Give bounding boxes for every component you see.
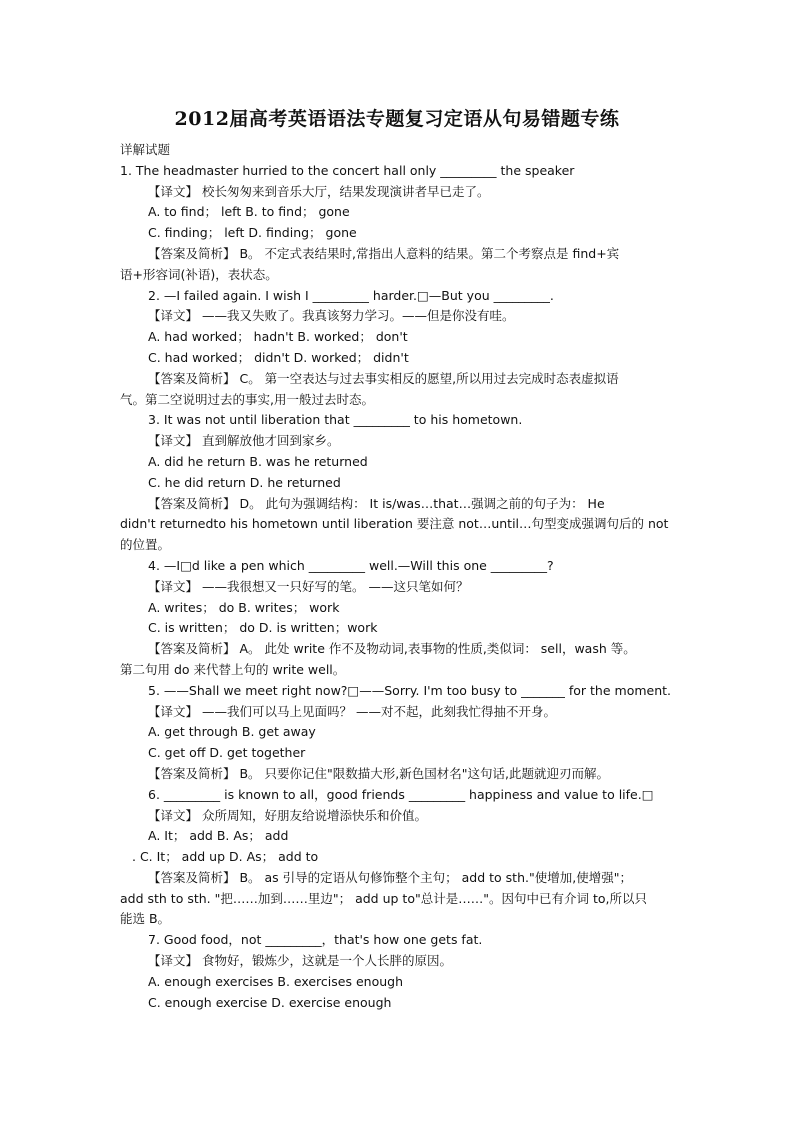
question-6-answer-cont-2: 能选 B。: [120, 911, 171, 927]
document-body: [120, 140, 686, 1013]
question-4-stem: 4. —I□d like a pen which _________ well.—Will this one _________?: [148, 557, 554, 573]
question-4-options-cd: C. is written； do D. is written；work: [148, 620, 378, 636]
question-1-translation: 【译文】 校长匆匆来到音乐大厅，结果发现演讲者早已走了。: [148, 183, 490, 199]
question-6-translation: 【译文】 众所周知，好朋友给说增添快乐和价值。: [148, 807, 427, 823]
question-7-options-cd: C. enough exercise D. exercise enough: [148, 994, 392, 1010]
question-3-translation: 【译文】 直到解放他才回到家乡。: [148, 433, 340, 449]
question-3-options-ab: A. did he return B. was he returned: [148, 453, 368, 469]
question-1-answer: 【答案及简析】 B。 不定式表结果时,常指出人意料的结果。第二个考察点是 find+宾: [148, 245, 620, 261]
question-1-options-ab: A. to find； left B. to find； gone: [148, 204, 350, 220]
question-3-options-cd: C. he did return D. he returned: [148, 474, 341, 490]
question-1-answer-cont: 语+形容词(补语)，表状态。: [120, 266, 278, 282]
question-2-answer-cont: 气。第二空说明过去的事实,用一般过去时态。: [120, 391, 374, 407]
question-4-answer: 【答案及简析】 A。 此处 write 作不及物动词,表事物的性质,类似词： sell，wash 等。: [148, 641, 636, 657]
question-1-options-cd: C. finding； left D. finding； gone: [148, 225, 357, 241]
question-4-translation: 【译文】 ——我很想又一只好写的笔。 ——这只笔如何？: [148, 578, 469, 594]
question-7-options-ab: A. enough exercises B. exercises enough: [148, 973, 403, 989]
question-5-options-cd: C. get off D. get together: [148, 745, 306, 761]
question-3-answer-cont: didn't returnedto his hometown until liberation 要注意 not…until…句型变成强调句后的 not: [120, 516, 669, 532]
question-4-answer-cont: 第二句用 do 来代替上句的 write well。: [120, 661, 346, 677]
question-3-stem: 3. It was not until liberation that _________ to his hometown.: [148, 412, 523, 428]
question-6-answer-cont: add sth to sth. "把……加到……里边"； add up to"总计是……"。因句中已有介词 to,所以只: [120, 890, 647, 906]
question-6-options-ab: A. It； add B. As； add: [148, 828, 289, 844]
question-5-translation: 【译文】 ——我们可以马上见面吗？ ——对不起，此刻我忙得抽不开身。: [148, 703, 556, 719]
question-6-stem: 6. _________ is known to all，good friends _________ happiness and value to life.□: [148, 786, 654, 802]
question-3-answer-cont-2: 的位置。: [120, 537, 171, 553]
question-2-translation: 【译文】 ——我又失败了。我真该努力学习。——但是你没有哇。: [148, 308, 515, 324]
question-2-stem: 2. —I failed again. I wish I _________ harder.□—But you _________.: [148, 287, 554, 303]
question-2-options-ab: A. had worked； hadn't B. worked； don't: [148, 329, 408, 345]
question-2-answer: 【答案及简析】 C。 第一空表达与过去事实相反的愿望,所以用过去完成时态表虚拟语: [148, 370, 619, 386]
question-6-options-cd: . C. It； add up D. As； add to: [132, 849, 319, 865]
question-6-answer: 【答案及简析】 B。 as 引导的定语从句修饰整个主句； add to sth."使增加,使增强"；: [148, 869, 632, 885]
question-5-options-ab: A. get through B. get away: [148, 724, 316, 740]
question-5-stem: 5. ——Shall we meet right now?□——Sorry. I'm too busy to _______ for the moment.: [148, 682, 672, 698]
question-5-answer: 【答案及简析】 B。 只要你记住"限数描大形,新色国材名"这句话,此题就迎刃而解。: [148, 765, 609, 781]
question-4-options-ab: A. writes； do B. writes； work: [148, 599, 340, 615]
document-title: 2012届高考英语语法专题复习定语从句易错题专练: [174, 108, 620, 130]
question-2-options-cd: C. had worked； didn't D. worked； didn't: [148, 349, 409, 365]
question-7-stem: 7. Good food，not _________，that's how one gets fat.: [148, 932, 483, 948]
section-heading: 详解试题: [120, 142, 171, 157]
question-1-stem: 1. The headmaster hurried to the concert hall only _________ the speaker: [120, 162, 575, 178]
question-3-answer: 【答案及简析】 D。 此句为强调结构： It is/was…that…强调之前的句子为： He: [148, 495, 605, 511]
question-7-translation: 【译文】 食物好，锻炼少，这就是一个人长胖的原因。: [148, 953, 452, 969]
